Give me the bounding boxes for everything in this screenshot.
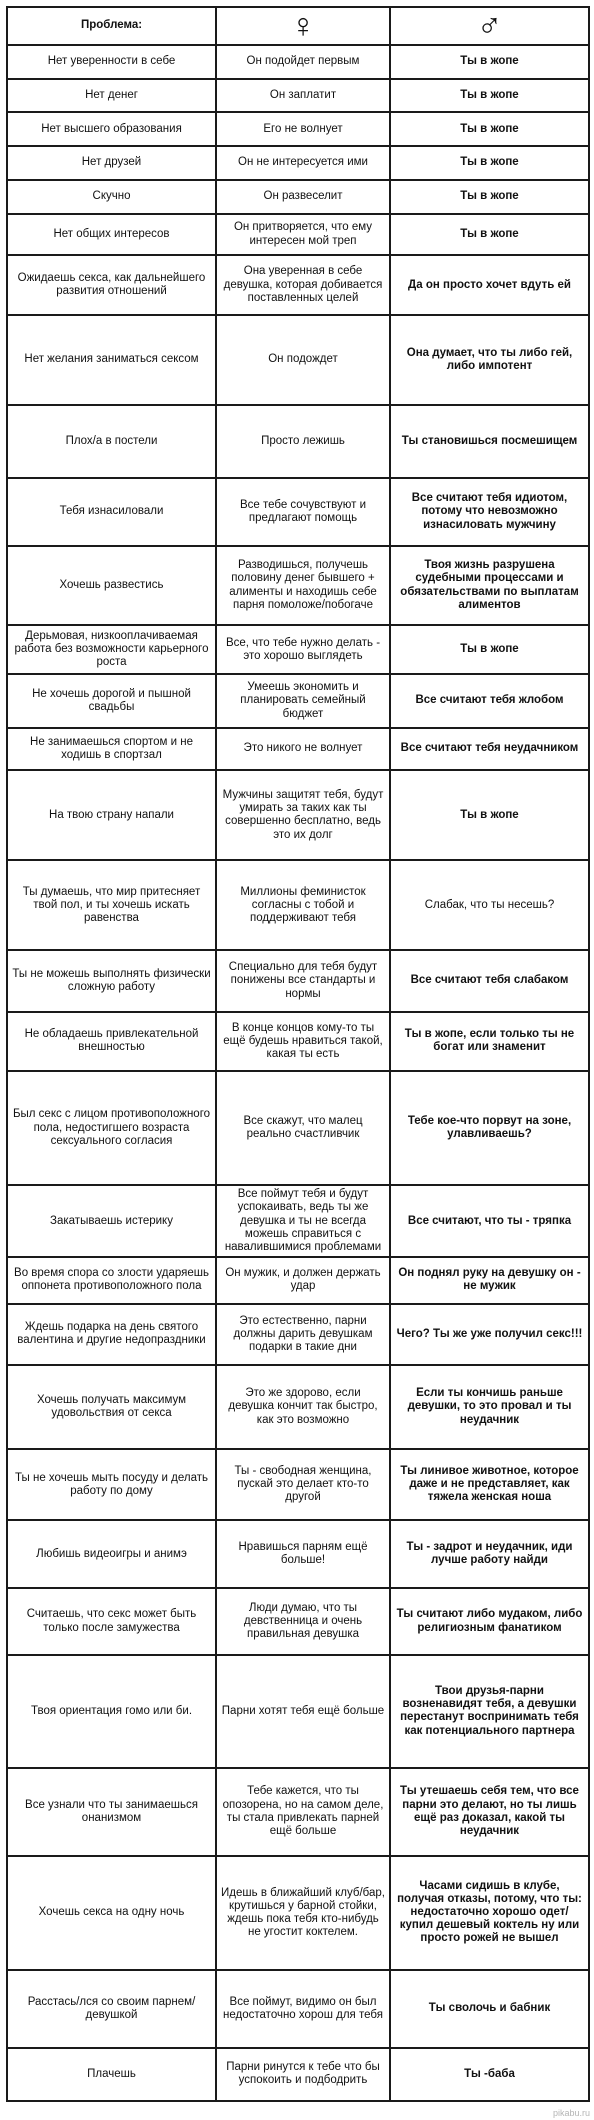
female-cell: Миллионы феминисток согласны с тобой и поддерживают тебя: [216, 860, 390, 950]
problem-cell: Хочешь развестись: [7, 546, 216, 626]
male-cell: Да он просто хочет вдуть ей: [390, 255, 589, 314]
female-cell: Он развеселит: [216, 180, 390, 214]
male-cell: Часами сидишь в клубе, получая отказы, потому, что ты: недостаточно хорошо одет/купил дешевый коктель ну или просто рожей не вышел: [390, 1856, 589, 1970]
male-cell: Ты в жопе: [390, 112, 589, 146]
comparison-table: [6, 6, 590, 2102]
table-row: [7, 1304, 589, 1365]
table-row: [7, 478, 589, 545]
problem-cell: Дерьмовая, низкооплачиваемая работа без возможности карьерного роста: [7, 625, 216, 674]
problem-cell: Ты не хочешь мыть посуду и делать работу по дому: [7, 1449, 216, 1521]
male-cell: Слабак, что ты несешь?: [390, 860, 589, 950]
male-cell: Ты утешаешь себя тем, что все парни это делают, но ты лишь ещё раз доказал, какой ты неудачник: [390, 1768, 589, 1856]
female-cell: Разводишься, получешь половину денег бывшего + алименты и находишь себе парня помоложе/побогаче: [216, 546, 390, 626]
female-cell: Тебе кажется, что ты опозорена, но на самом деле, ты стала привлекать парней ещё больше: [216, 1768, 390, 1856]
table-row: [7, 1071, 589, 1185]
female-cell: Умеешь экономить и планировать семейный бюджет: [216, 674, 390, 727]
female-cell: Это никого не волнует: [216, 728, 390, 771]
male-cell: Ты в жопе: [390, 79, 589, 113]
table-row: [7, 2048, 589, 2101]
table-row: [7, 860, 589, 950]
male-cell: Ты в жопе, если только ты не богат или знаменит: [390, 1012, 589, 1071]
problem-cell: На твою страну напали: [7, 770, 216, 860]
table-row: [7, 1768, 589, 1856]
problem-cell: Был секс с лицом противоположного пола, недостигшего возраста сексуального согласия: [7, 1071, 216, 1185]
male-cell: Твои друзья-парни возненавидят тебя, а девушки перестанут воспринимать тебя как потенциального партнера: [390, 1655, 589, 1767]
male-cell: Все считают, что ты - тряпка: [390, 1185, 589, 1257]
female-column-header: [216, 7, 390, 45]
watermark: pikabu.ru: [552, 2108, 590, 2118]
female-cell: Он притворяется, что ему интересен мой треп: [216, 214, 390, 256]
female-cell: Он мужик, и должен держать удар: [216, 1257, 390, 1304]
female-cell: Все тебе сочувствуют и предлагают помощь: [216, 478, 390, 545]
table-row: [7, 625, 589, 674]
male-cell: Она думает, что ты либо гей, либо импотент: [390, 315, 589, 405]
female-cell: Просто лежишь: [216, 405, 390, 479]
female-cell: Он подойдет первым: [216, 45, 390, 79]
female-cell: Специально для тебя будут понижены все стандарты и нормы: [216, 950, 390, 1011]
female-cell: Идешь в ближайший клуб/бар, крутишься у барной стойки, ждешь пока тебя кто-нибудь не угостит коктелем.: [216, 1856, 390, 1970]
table-row: [7, 1257, 589, 1304]
male-cell: Все считают тебя неудачником: [390, 728, 589, 771]
female-cell: Это естественно, парни должны дарить девушкам подарки в такие дни: [216, 1304, 390, 1365]
male-cell: Он поднял руку на девушку он - не мужик: [390, 1257, 589, 1304]
male-cell: Если ты кончишь раньше девушки, то это провал и ты неудачник: [390, 1365, 589, 1449]
female-cell: Это же здорово, если девушка кончит так быстро, как это возможно: [216, 1365, 390, 1449]
female-cell: Парни ринутся к тебе что бы успокоить и подбодрить: [216, 2048, 390, 2101]
problem-cell: Нет уверенности в себе: [7, 45, 216, 79]
table-row: [7, 770, 589, 860]
problem-cell: Ты не можешь выполнять физически сложную работу: [7, 950, 216, 1011]
male-cell: Ты в жопе: [390, 45, 589, 79]
problem-cell: Твоя ориентация гомо или би.: [7, 1655, 216, 1767]
table-row: [7, 112, 589, 146]
male-cell: Ты в жопе: [390, 770, 589, 860]
problem-cell: Нет друзей: [7, 146, 216, 180]
table-row: [7, 146, 589, 180]
table-row: [7, 1185, 589, 1257]
problem-cell: Расстась/лся со своим парнем/ девушкой: [7, 1970, 216, 2048]
male-cell: Ты сволочь и бабник: [390, 1970, 589, 2048]
female-cell: Все скажут, что малец реально счастливчик: [216, 1071, 390, 1185]
male-cell: Ты - задрот и неудачник, иди лучше работу найди: [390, 1520, 589, 1587]
problem-cell: Во время спора со злости ударяешь оппонета противоположного пола: [7, 1257, 216, 1304]
problem-cell: Не занимаешься спортом и не ходишь в спортзал: [7, 728, 216, 771]
female-cell: Она уверенная в себе девушка, которая добивается поставленных целей: [216, 255, 390, 314]
problem-cell: Тебя изнасиловали: [7, 478, 216, 545]
male-cell: Ты считают либо мудаком, либо религиозным фанатиком: [390, 1588, 589, 1655]
problem-cell: Нет высшего образования: [7, 112, 216, 146]
female-cell: Парни хотят тебя ещё больше: [216, 1655, 390, 1767]
problem-cell: Нет денег: [7, 79, 216, 113]
table-row: [7, 214, 589, 256]
male-cell: Тебе кое-что порвут на зоне, улавливаешь?: [390, 1071, 589, 1185]
table-row: [7, 45, 589, 79]
table-row: [7, 1520, 589, 1587]
problem-cell: Не хочешь дорогой и пышной свадьбы: [7, 674, 216, 727]
male-column-header: [390, 7, 589, 45]
table-row: [7, 180, 589, 214]
problem-cell: Нет желания заниматься сексом: [7, 315, 216, 405]
table-row: [7, 1970, 589, 2048]
problem-cell: Любишь видеоигры и анимэ: [7, 1520, 216, 1587]
problem-cell: Хочешь получать максимум удовольствия от секса: [7, 1365, 216, 1449]
problem-cell: Все узнали что ты занимаешься онанизмом: [7, 1768, 216, 1856]
female-cell: Нравишься парням ещё больше!: [216, 1520, 390, 1587]
header-row: [7, 7, 589, 45]
male-cell: Ты линивое животное, которое даже и не представляет, как тяжела женская ноша: [390, 1449, 589, 1521]
male-cell: Ты -баба: [390, 2048, 589, 2101]
male-symbol-icon: ♂: [476, 7, 503, 45]
female-cell: Все, что тебе нужно делать - это хорошо выглядеть: [216, 625, 390, 674]
female-symbol-icon: ♀: [290, 7, 316, 45]
problem-cell: Плох/а в постели: [7, 405, 216, 479]
table-row: [7, 79, 589, 113]
problem-cell: Скучно: [7, 180, 216, 214]
problem-cell: Плачешь: [7, 2048, 216, 2101]
table-row: [7, 255, 589, 314]
table-row: [7, 674, 589, 727]
table-row: [7, 1365, 589, 1449]
problem-column-header: Проблема:: [7, 7, 216, 45]
problem-cell: Ждешь подарка на день святого валентина и другие недопраздники: [7, 1304, 216, 1365]
male-cell: Ты в жопе: [390, 146, 589, 180]
problem-cell: Нет общих интересов: [7, 214, 216, 256]
problem-cell: Считаешь, что секс может быть только после замужества: [7, 1588, 216, 1655]
female-cell: Мужчины защитят тебя, будут умирать за таких как ты совершенно бесплатно, ведь это их долг: [216, 770, 390, 860]
table-row: [7, 950, 589, 1011]
table-row: [7, 405, 589, 479]
male-cell: Твоя жизнь разрушена судебными процессами и обязательствами по выплатам алиментов: [390, 546, 589, 626]
female-cell: Он не интересуется ими: [216, 146, 390, 180]
male-cell: Все считают тебя жлобом: [390, 674, 589, 727]
problem-cell: Ты думаешь, что мир притесняет твой пол, и ты хочешь искать равенства: [7, 860, 216, 950]
table-row: [7, 1012, 589, 1071]
table-row: [7, 1449, 589, 1521]
male-cell: Ты становишься посмешищем: [390, 405, 589, 479]
table-row: [7, 1856, 589, 1970]
male-cell: Все считают тебя идиотом, потому что невозможно изнасиловать мужчину: [390, 478, 589, 545]
problem-cell: Хочешь секса на одну ночь: [7, 1856, 216, 1970]
female-cell: Люди думаю, что ты девственница и очень правильная девушка: [216, 1588, 390, 1655]
problem-cell: Не обладаешь привлекательной внешностью: [7, 1012, 216, 1071]
female-cell: Он подождет: [216, 315, 390, 405]
female-cell: В конце концов кому-то ты ещё будешь нравиться такой, какая ты есть: [216, 1012, 390, 1071]
female-cell: Все поймут, видимо он был недостаточно хорош для тебя: [216, 1970, 390, 2048]
table-row: [7, 1655, 589, 1767]
female-cell: Ты - свободная женщина, пускай это делает кто-то другой: [216, 1449, 390, 1521]
male-cell: Все считают тебя слабаком: [390, 950, 589, 1011]
table-row: [7, 315, 589, 405]
female-cell: Его не волнует: [216, 112, 390, 146]
male-cell: Ты в жопе: [390, 180, 589, 214]
problem-cell: Закатываешь истерику: [7, 1185, 216, 1257]
female-cell: Все поймут тебя и будут успокаивать, ведь ты же девушка и ты не всегда можешь справиться с навалившимися проблемами: [216, 1185, 390, 1257]
table-row: [7, 728, 589, 771]
table-row: [7, 1588, 589, 1655]
male-cell: Ты в жопе: [390, 625, 589, 674]
male-cell: Ты в жопе: [390, 214, 589, 256]
table-row: [7, 546, 589, 626]
male-cell: Чего? Ты же уже получил секс!!!: [390, 1304, 589, 1365]
problem-cell: Ожидаешь секса, как дальнейшего развития отношений: [7, 255, 216, 314]
female-cell: Он заплатит: [216, 79, 390, 113]
